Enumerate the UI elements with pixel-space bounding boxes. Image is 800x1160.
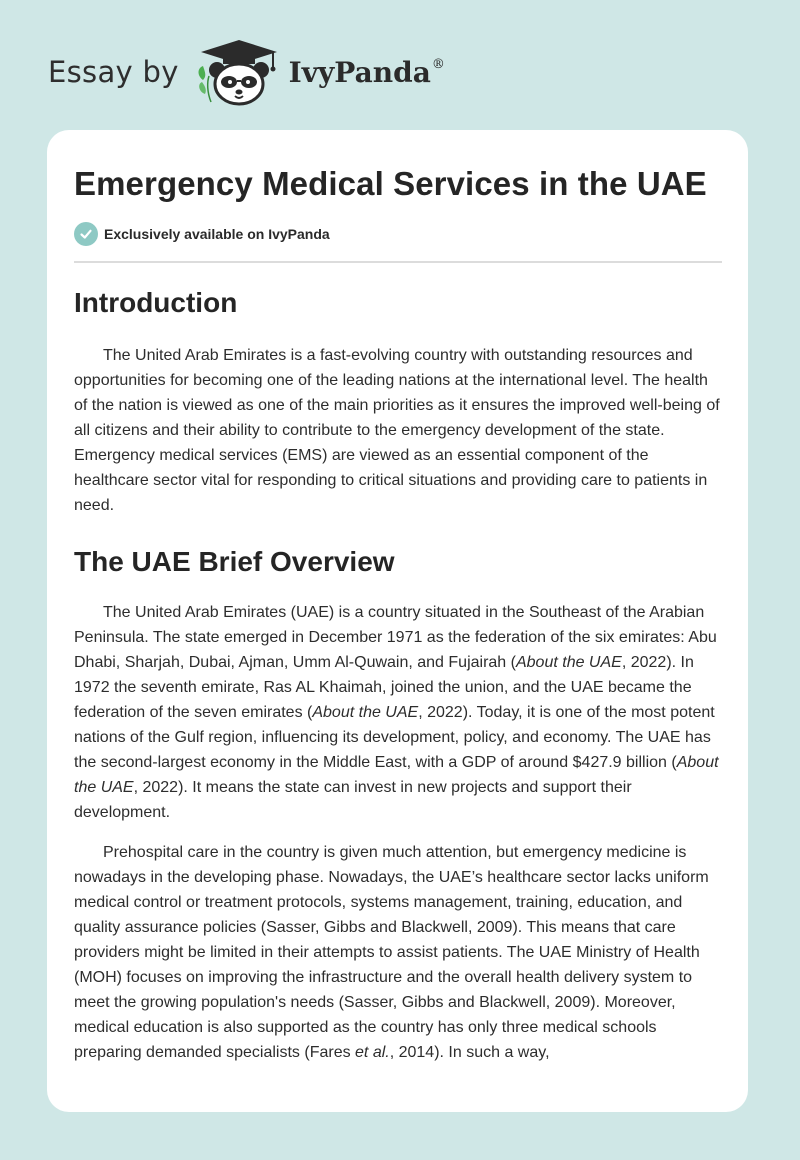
- ivypanda-logo-link[interactable]: [193, 36, 445, 108]
- article-title: Emergency Medical Services in the UAE: [74, 165, 707, 202]
- panda-graduate-icon: [193, 36, 285, 108]
- check-circle-icon: [74, 222, 98, 246]
- section-introduction: [74, 285, 722, 518]
- registered-mark: ®: [431, 56, 445, 72]
- section-heading: Introduction: [74, 287, 238, 318]
- paragraph: Prehospital care in the country is given much attention, but emergency medicine is nowadays in the developing phase. Nowadays, the UAE’s healthcare sector lacks uniform medical control or treatment protocols, systems management, training, education, and quality assurance policies (Sasser, Gibbs and Blackwell, 2009). This means that care providers might be limited in their attempts to assist patients. The UAE Ministry of Health (MOH) focuses on improving the infrastructure and the overall health delivery system to meet the growing population's needs (Sasser, Gibbs and Blackwell, 2009). Moreover, medical education is also supported as the country has only three medical schools preparing demanded specialists (Fares et al., 2014). In such a way,: [74, 844, 709, 1061]
- section-uae-overview: [74, 544, 722, 1065]
- title-divider: [74, 261, 722, 263]
- exclusive-badge: [74, 222, 722, 246]
- section-heading: The UAE Brief Overview: [74, 546, 395, 577]
- exclusive-badge-text: Exclusively available on IvyPanda: [104, 226, 330, 242]
- site-header: [48, 36, 445, 108]
- brand-name: IvyPanda®: [288, 55, 445, 89]
- essay-by-label: Essay by: [48, 55, 179, 89]
- paragraph: The United Arab Emirates is a fast-evolving country with outstanding resources and opportunities for becoming one of the leading nations at the international level. The health of the nation is viewed as one of the main priorities as it ensures the improved well-being of all citizens and their ability to contribute to the emergency development of the state. Emergency medical services (EMS) are viewed as an essential component of the healthcare sector vital for responding to critical situations and providing care to patients in need.: [74, 347, 720, 514]
- article-card: [47, 130, 748, 1112]
- paragraph: The United Arab Emirates (UAE) is a country situated in the Southeast of the Arabian Peninsula. The state emerged in December 1971 as the federation of the six emirates: Abu Dhabi, Sharjah, Dubai, Ajman, Umm Al-Quwain, and Fujairah (About the UAE, 2022). In 1972 the seventh emirate, Ras AL Khaimah, joined the union, and the UAE became the federation of the seven emirates (About the UAE, 2022). Today, it is one of the most potent nations of the Gulf region, influencing its development, policy, and economy. The UAE has the second-largest economy in the Middle East, with a GDP of around $427.9 billion (About the UAE, 2022). It means the state can invest in new projects and support their development.: [74, 604, 719, 821]
